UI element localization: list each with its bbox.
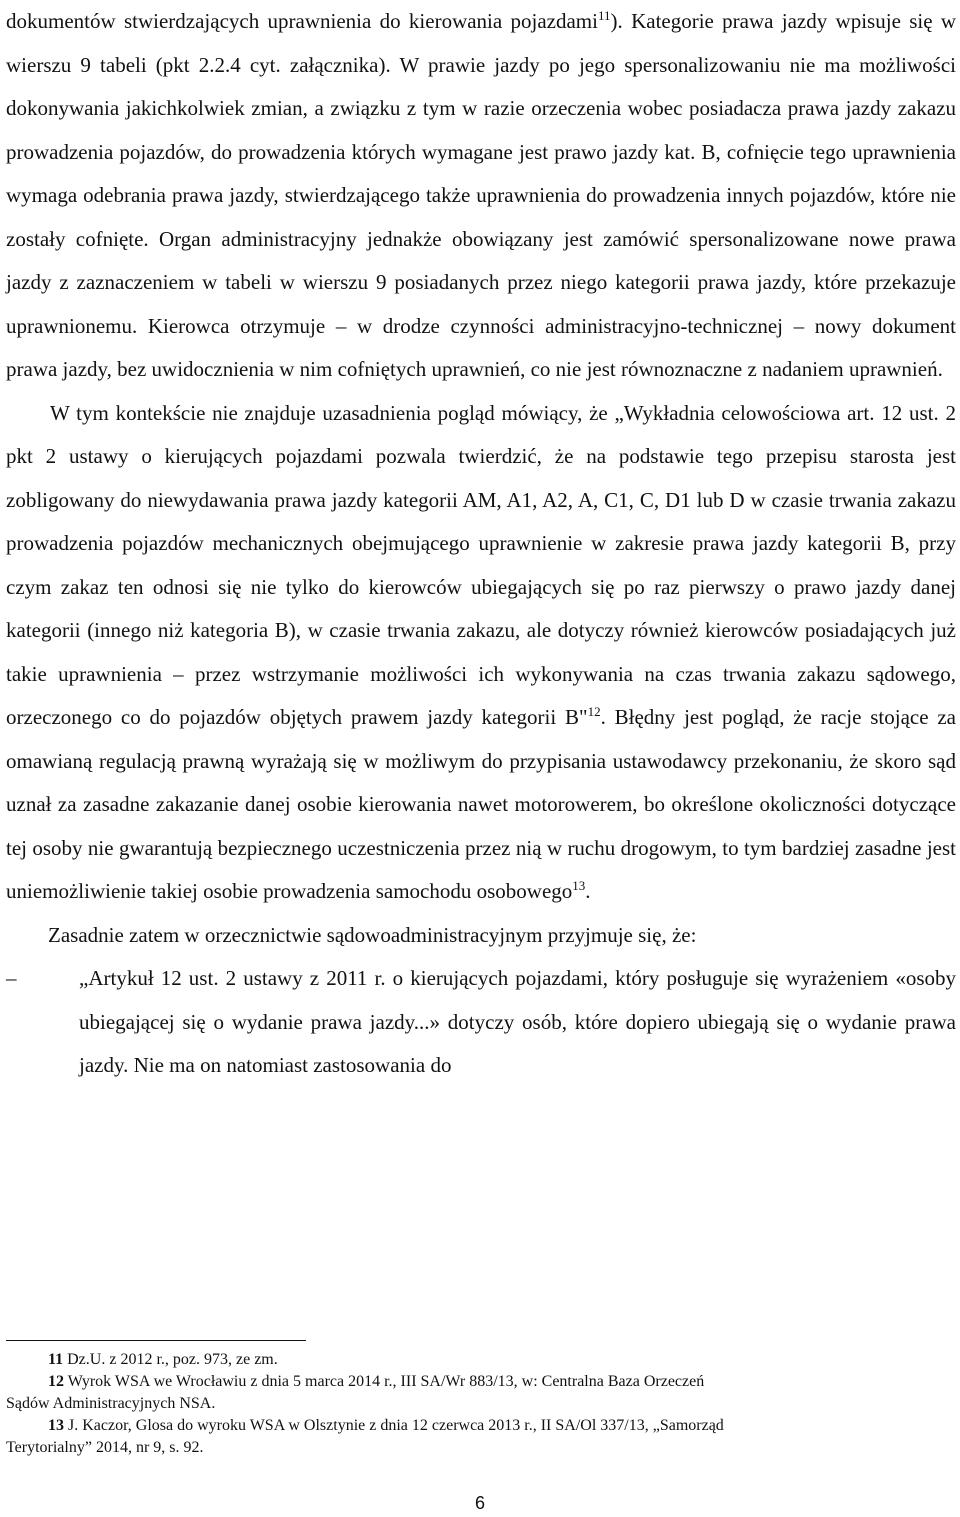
paragraph-3: Zasadnie zatem w orzecznictwie sądowoadministracyjnym przyjmuje się, że: <box>48 922 697 947</box>
footnote-13-continuation: Terytorialny” 2014, nr 9, s. 92. <box>6 1439 204 1456</box>
paragraph-1-text-a: dokumentów stwierdzających uprawnienia do kierowania pojazdami <box>6 9 598 33</box>
page-number: 6 <box>474 1493 485 1513</box>
footnote-separator <box>6 1340 306 1341</box>
paragraph-1 <box>6 0 956 392</box>
list-item-text: „Artykuł 12 ust. 2 ustawy z 2011 r. o kierujących pojazdami, który posługuje się wyrażeniem «osoby ubiegającej się o wydanie prawa jazdy...» dotyczy osób, które dopiero ubiegają się o wydanie prawa jazdy. Nie ma on natomiast zastosowania do <box>79 966 956 1077</box>
footnote-number: 13 <box>48 1417 64 1434</box>
footnote-text: Dz.U. z 2012 r., poz. 973, ze zm. <box>63 1351 278 1368</box>
list-item <box>6 957 956 1088</box>
paragraph-2 <box>6 392 956 914</box>
footnote-13 <box>6 1415 956 1437</box>
footnote-text: Wyrok WSA we Wrocławiu z dnia 5 marca 2014 r., III SA/Wr 883/13, w: Centralna Baza Orzeczeń <box>64 1373 705 1390</box>
paragraph-2-text-a: W tym kontekście nie znajduje uzasadnienia pogląd mówiący, że „Wykładnia celowościowa art. 12 ust. 2 pkt 2 ustawy o kierujących pojazdami pozwala twierdzić, że na podstawie tego przepisu starosta jest zobligowany do niewydawania prawa jazdy kategorii AM, A1, A2, A, C1, C, D1 lub D w czasie trwania zakazu prowadzenia pojazdów mechanicznych obejmującego uprawnienie w zakresie prawa jazdy kategorii B, przy czym zakaz ten odnosi się nie tylko do kierowców ubiegających się po raz pierwszy o prawo jazdy danej kategorii (innego niż kategoria B), w czasie trwania zakazu, ale dotyczy również kierowców posiadających już takie uprawnienia – przez wstrzymanie możliwości ich wykonywania na czas trwania zakazu sądowego, orzeczonego co do pojazdów objętych prawem jazdy kategorii B" <box>6 400 956 729</box>
footnote-number: 11 <box>48 1351 64 1368</box>
dash-bullet: – <box>6 966 17 990</box>
footnote-ref-11: 11 <box>597 8 611 23</box>
body-text <box>6 0 956 1088</box>
footnote-text: J. Kaczor, Glosa do wyroku WSA w Olsztynie z dnia 12 czerwca 2013 r., II SA/Ol 337/13, „Samorząd <box>64 1417 724 1434</box>
footnote-ref-12: 12 <box>587 704 601 719</box>
footnotes <box>6 1349 956 1459</box>
paragraph-2-text-b: . Błędny jest pogląd, że racje stojące za omawianą regulacją prawną wyrażają się w możliwym do przypisania ustawodawcy przekonaniu, że skoro sąd uznał za zasadne zakazanie danej osobie kierowania nawet motorowerem, bo określone okoliczności dotyczące tej osoby nie gwarantują bezpiecznego uczestniczenia przez nią w ruchu drogowym, to tym bardziej zasadne jest uniemożliwienie takiej osobie prowadzenia samochodu osobowego <box>6 705 956 903</box>
footnote-ref-13: 13 <box>572 878 586 893</box>
paragraph-2-text-c: . <box>585 879 591 903</box>
footnote-number: 12 <box>48 1373 64 1390</box>
footnote-12-continuation: Sądów Administracyjnych NSA. <box>6 1395 216 1412</box>
paragraph-1-text-b: ). Kategorie prawa jazdy wpisuje się w wierszu 9 tabeli (pkt 2.2.4 cyt. załącznika). W prawie jazdy po jego spersonalizowaniu nie ma możliwości dokonywania jakichkolwiek zmian, a związku z tym w razie orzeczenia wobec posiadacza prawa jazdy zakazu prowadzenia pojazdów, do prowadzenia których wymagane jest prawo jazdy kat. B, cofnięcie tego uprawnienia wymaga odebrania prawa jazdy, stwierdzającego także uprawnienia do prowadzenia innych pojazdów, które nie zostały cofnięte. Organ administracyjny jednakże obowiązany jest zamówić spersonalizowane nowe prawa jazdy z zaznaczeniem w tabeli w wierszu 9 posiadanych przez niego kategorii prawa jazdy, które przekazuje uprawnionemu. Kierowca otrzymuje – w drodze czynności administracyjno-technicznej – nowy dokument prawa jazdy, bez uwidocznienia w nim cofniętych uprawnień, co nie jest równoznaczne z nadaniem uprawnień. <box>6 9 956 381</box>
footnote-12 <box>6 1371 956 1393</box>
footnote-11 <box>6 1349 956 1371</box>
